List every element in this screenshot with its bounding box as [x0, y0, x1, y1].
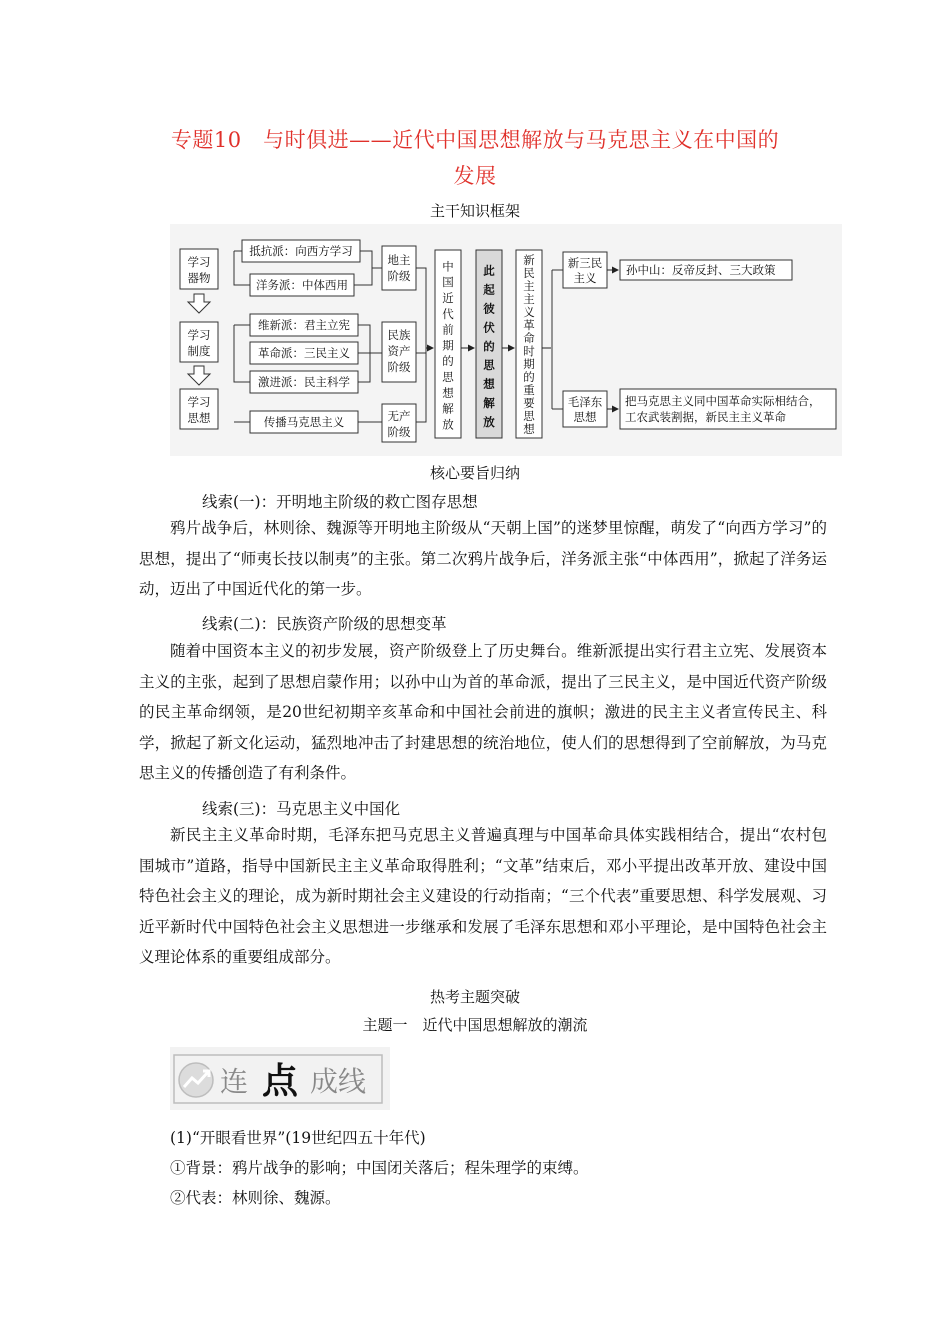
stage-1-line-1: 学习 [187, 257, 211, 269]
vt-modern-char: 前 [442, 324, 454, 337]
new-democracy-column [523, 254, 535, 436]
right-2-label-line-2: 思想 [573, 412, 597, 424]
page-title-line-2: 发展 [453, 164, 497, 188]
vt-modern-char: 代 [442, 308, 454, 321]
center-column [483, 264, 495, 429]
vt-modern-char: 放 [442, 419, 454, 432]
clue-2-title: 线索(二)：民族资产阶级的思想变革 [202, 615, 447, 633]
school-6: 传播马克思主义 [263, 417, 345, 429]
banner-part-3: 成线 [310, 1065, 367, 1098]
item-2: ①背景：鸦片战争的影响；中国闭关落后；程朱理学的束缚。 [170, 1159, 589, 1177]
vt-center-char: 此 [483, 265, 495, 278]
item-3: ②代表：林则徐、魏源。 [170, 1189, 341, 1207]
vt-newdem-char: 期 [523, 359, 535, 372]
vt-modern-char: 期 [442, 340, 454, 353]
vt-newdem-char: 时 [523, 346, 535, 359]
item-1: (1)“开眼看世界”(19世纪四五十年代) [170, 1129, 426, 1147]
stage-3-line-1: 学习 [187, 397, 211, 409]
vt-newdem-char: 义 [523, 307, 535, 320]
hot-heading: 热考主题突破 [429, 988, 520, 1006]
class-3-line-2: 阶级 [387, 427, 411, 439]
clue-2-text: 随着中国资本主义的初步发展，资产阶级登上了历史舞台。维新派提出实行君主立宪、发展资本主义的主张，起到了思想启蒙作用；以孙中山为首的革命派，提出了三民主义，是中国近代资产阶级的民主革命纲领，是20世纪初期辛亥革命和中国社会前进的旗帜；激进的民主主义者宣传民主、科学，掀起了新文化运动，猛烈地冲击了封建思想的统治地位，使人们的思想得到了空前解放，为马克思主义的传播创造了有利条件。 [139, 642, 827, 782]
school-3: 维新派：君主立宪 [258, 320, 350, 332]
vt-modern-char: 国 [442, 277, 454, 290]
vt-center-char: 思 [483, 360, 495, 373]
vt-center-char: 彼 [483, 303, 495, 316]
framework-heading: 主干知识框架 [429, 202, 520, 220]
stage-1-line-2: 器物 [187, 273, 211, 285]
vt-center-char: 想 [483, 379, 495, 392]
core-heading: 核心要旨归纳 [429, 464, 520, 482]
right-2-label-line-1: 毛泽东 [567, 397, 603, 409]
class-1-line-2: 阶级 [387, 271, 411, 283]
school-4: 革命派：三民主义 [258, 348, 350, 360]
vt-center-char: 伏 [483, 322, 495, 335]
vt-newdem-char: 重 [523, 385, 535, 398]
stage-2-line-2: 制度 [187, 346, 211, 358]
vt-newdem-char: 命 [523, 333, 535, 346]
page-title-line-1: 专题10 与时俱进——近代中国思想解放与马克思主义在中国的 [170, 128, 780, 152]
school-1: 抵抗派：向西方学习 [249, 246, 353, 258]
school-5: 激进派：民主科学 [258, 377, 350, 389]
vt-center-char: 放 [483, 416, 495, 429]
vt-newdem-char: 主 [523, 294, 535, 307]
class-2-line-2: 资产 [387, 346, 411, 358]
banner-part-2: 点 [262, 1060, 299, 1102]
vt-newdem-char: 要 [523, 398, 535, 411]
clue-3-title: 线索(三)：马克思主义中国化 [202, 800, 401, 818]
connect-dots-banner [170, 1047, 390, 1110]
theme-title: 主题一 近代中国思想解放的潮流 [362, 1016, 588, 1034]
class-2-line-3: 阶级 [387, 362, 411, 374]
vt-center-char: 的 [483, 341, 495, 354]
right-2-desc-line-2: 工农武装割据，新民主主义革命 [625, 412, 786, 424]
stage-2-line-1: 学习 [187, 330, 211, 342]
vt-center-char: 解 [483, 397, 495, 410]
vt-newdem-char: 革 [523, 320, 535, 333]
stage-3-line-2: 思想 [187, 413, 211, 425]
vt-newdem-char: 新 [523, 255, 535, 268]
vt-newdem-char: 想 [523, 424, 535, 437]
clue-1-title: 线索(一)：开明地主阶级的救亡图存思想 [202, 493, 478, 511]
clue-3-text: 新民主主义革命时期，毛泽东把马克思主义普遍真理与中国革命具体实践相结合，提出“农村包围城市”道路，指导中国新民主主义革命取得胜利；“文革”结束后，邓小平提出改革开放、建设中国特色社会主义的理论，成为新时期社会主义建设的行动指南；“三个代表”重要思想、科学发展观、习近平新时代中国特色社会主义思想进一步继承和发展了毛泽东思想和邓小平理论，是中国特色社会主义理论体系的重要组成部分。 [139, 826, 827, 966]
vt-modern-char: 思 [442, 372, 454, 385]
vt-modern-char: 近 [442, 292, 454, 305]
right-1-desc: 孙中山：反帝反封、三大政策 [626, 265, 776, 277]
class-1-line-1: 地主 [387, 255, 411, 267]
vt-center-char: 起 [483, 284, 495, 297]
class-3-line-1: 无产 [387, 411, 411, 423]
vt-modern-char: 想 [442, 387, 454, 400]
vt-newdem-char: 主 [523, 281, 535, 294]
vt-modern-char: 解 [442, 403, 454, 416]
knowledge-framework-diagram [170, 224, 842, 456]
right-2-desc-line-1: 把马克思主义同中国革命实际相结合， [625, 396, 821, 408]
vt-newdem-char: 思 [523, 411, 535, 424]
modern-thought-column [442, 259, 454, 431]
class-2-line-1: 民族 [387, 330, 411, 342]
clue-1-text: 鸦片战争后，林则徐、魏源等开明地主阶级从“天朝上国”的迷梦里惊醒，萌发了“向西方学习”的思想，提出了“师夷长技以制夷”的主张。第二次鸦片战争后，洋务派主张“中体西用”，掀起了洋务运动，迈出了中国近代化的第一步。 [139, 519, 827, 598]
vt-modern-char: 的 [442, 356, 454, 369]
right-1-label-line-1: 新三民 [567, 258, 603, 270]
vt-newdem-char: 民 [523, 268, 535, 281]
vt-newdem-char: 的 [523, 372, 535, 385]
banner-part-1: 连 [220, 1065, 249, 1098]
vt-modern-char: 中 [442, 261, 454, 274]
school-2: 洋务派：中体西用 [256, 280, 348, 292]
right-1-label-line-2: 主义 [573, 273, 597, 285]
